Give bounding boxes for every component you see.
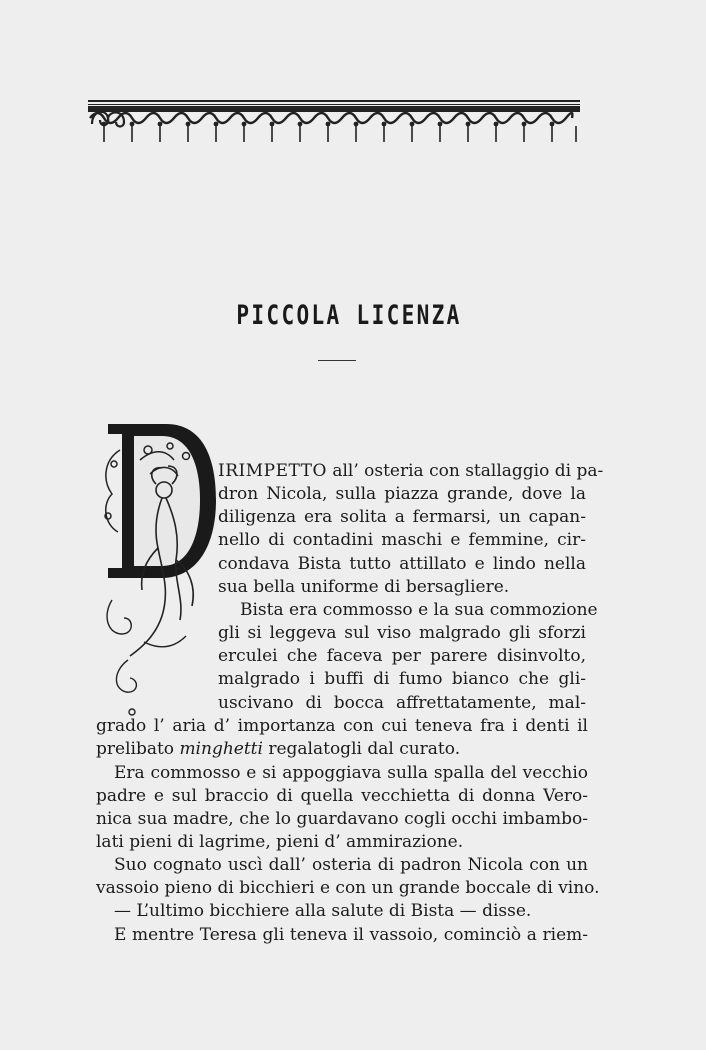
text-line: malgrado i buffi di fumo bianco che gli-: [218, 669, 586, 689]
text-line: prelibato minghetti regalatogli dal curato.: [96, 739, 461, 759]
text-line: condava Bista tutto attillato e lindo nella: [218, 554, 586, 574]
italic-word: minghetti: [179, 739, 263, 759]
chapter-title: PICCOLA LICENZA: [236, 300, 462, 331]
text-line: Era commosso e si appoggiava sulla spalla del vecchio: [114, 763, 588, 783]
text-line: nello di contadini maschi e femmine, cir-: [218, 530, 586, 550]
text-line: diligenza era solita a fermarsi, un capan-: [218, 507, 586, 527]
text-line: vassoio pieno di bicchieri e con un grande boccale di vino.: [96, 878, 600, 898]
text-line: padre e sul braccio di quella vecchietta di donna Vero-: [96, 786, 588, 806]
text-line: nica sua madre, che lo guardavano cogli occhi imbambo-: [96, 809, 588, 829]
text-line: Bista era commosso e la sua commozione: [240, 600, 598, 620]
text-line: — L’ultimo bicchiere alla salute di Bista — disse.: [114, 901, 532, 921]
text-line: IRIMPETTO all’ osteria con stallaggio di pa-: [218, 461, 604, 481]
title-divider: [318, 360, 356, 361]
text-line: gli si leggeva sul viso malgrado gli sforzi: [218, 623, 586, 643]
ornamental-header-band: [88, 98, 580, 146]
illustrated-dropcap-d-icon: [100, 420, 218, 720]
text-line: sua bella uniforme di bersagliere.: [218, 577, 510, 597]
text-line: dron Nicola, sulla piazza grande, dove la: [218, 484, 586, 504]
text-line: lati pieni di lagrime, pieni d’ ammirazione.: [96, 832, 464, 852]
text-line: erculei che faceva per parere disinvolto,: [218, 646, 586, 666]
text-line: grado l’ aria d’ importanza con cui teneva fra i denti il: [96, 716, 588, 736]
text-line: uscivano di bocca affrettatamente, mal-: [218, 693, 586, 713]
opening-word: IRIMPETTO: [218, 461, 327, 481]
text-line: E mentre Teresa gli teneva il vassoio, cominciò a riem-: [114, 925, 588, 945]
text-line: Suo cognato uscì dall’ osteria di padron Nicola con un: [114, 855, 588, 875]
